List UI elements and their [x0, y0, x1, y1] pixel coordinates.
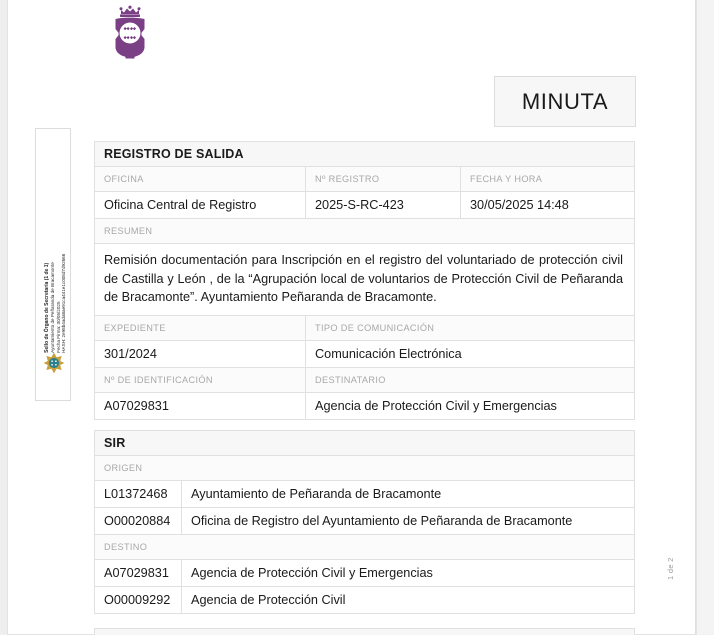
destino-code-0: A07029831 [95, 560, 182, 586]
header-tipo-de-comunicacion: TIPO DE COMUNICACIÓN [306, 316, 634, 340]
stamp-line-1: Sello de Órgano de Secretaría (1 de 1) [44, 262, 51, 353]
header-expediente: EXPEDIENTE [95, 316, 306, 340]
value-tipo-de-comunicacion: Comunicación Electrónica [306, 341, 634, 367]
page-right-edge [695, 0, 696, 634]
electronic-signature-stamp [35, 128, 71, 401]
destino-name-0: Agencia de Protección Civil y Emergencias [182, 560, 634, 586]
header-resumen: RESUMEN [95, 219, 634, 243]
sir-table [94, 430, 635, 614]
header-num-identificacion: Nº DE IDENTIFICACIÓN [95, 368, 306, 392]
registro-de-salida-table [94, 141, 635, 420]
header-destino: DESTINO [95, 535, 634, 559]
stamp-line-2: Ayuntamiento de Peñaranda de Bracamonte [50, 262, 56, 353]
stamp-line-4: HASH: 2e98b4ada8ae91ca441e1c008d7d92666 [61, 253, 67, 353]
document-page [8, 0, 696, 634]
origen-name-0: Ayuntamiento de Peñaranda de Bracamonte [182, 481, 634, 507]
header-oficina: OFICINA [95, 167, 306, 191]
table-row [95, 393, 634, 419]
table-row [95, 535, 634, 560]
official-seal-icon [43, 352, 65, 374]
table-row [95, 368, 634, 393]
registro-de-salida-title: REGISTRO DE SALIDA [95, 142, 634, 167]
table-row [95, 219, 634, 244]
table-row [95, 167, 634, 192]
viewer-left-gutter [0, 0, 8, 634]
coat-of-arms-icon [106, 3, 154, 60]
table-row [95, 341, 634, 368]
table-row [95, 192, 634, 219]
table-row [95, 456, 634, 481]
destino-name-1: Agencia de Protección Civil [182, 587, 634, 613]
destino-code-1: O00009292 [95, 587, 182, 613]
minuta-box [494, 76, 636, 127]
minuta-label: MINUTA [521, 88, 609, 114]
stamp-line-3: Fecha Firma: 30/05/2025 [56, 301, 61, 353]
table-row [95, 244, 634, 316]
value-num-identificacion: A07029831 [95, 393, 306, 419]
header-destinatario: DESTINATARIO [306, 368, 634, 392]
value-destinatario: Agencia de Protección Civil y Emergencias [306, 393, 634, 419]
value-oficina: Oficina Central de Registro [95, 192, 306, 218]
table-row [95, 560, 634, 587]
header-fecha-y-hora: FECHA Y HORA [461, 167, 634, 191]
value-num-registro: 2025-S-RC-423 [306, 192, 461, 218]
viewer-right-gutter [696, 0, 714, 634]
table-row [95, 481, 634, 508]
page-counter: 1 de 2 [666, 557, 675, 580]
table-row [95, 587, 634, 613]
header-num-registro: Nº REGISTRO [306, 167, 461, 191]
header-origen: ORIGEN [95, 456, 634, 480]
table-row [95, 508, 634, 535]
value-fecha-y-hora: 30/05/2025 14:48 [461, 192, 634, 218]
table-row [95, 316, 634, 341]
origen-code-1: O00020884 [95, 508, 182, 534]
value-expediente: 301/2024 [95, 341, 306, 367]
origen-code-0: L01372468 [95, 481, 182, 507]
stamp-text-block [45, 135, 67, 353]
origen-name-1: Oficina de Registro del Ayuntamiento de Peñaranda de Bracamonte [182, 508, 634, 534]
value-resumen: Remisión documentación para Inscripción en el registro del voluntariado de protección civil de Castilla y León , de la “Agrupación local de voluntarios de Protección Civil de Peñaranda de Bracamonte”. Ayuntamiento Peñaranda de Bracamonte. [95, 244, 634, 315]
sir-title: SIR [95, 431, 634, 456]
